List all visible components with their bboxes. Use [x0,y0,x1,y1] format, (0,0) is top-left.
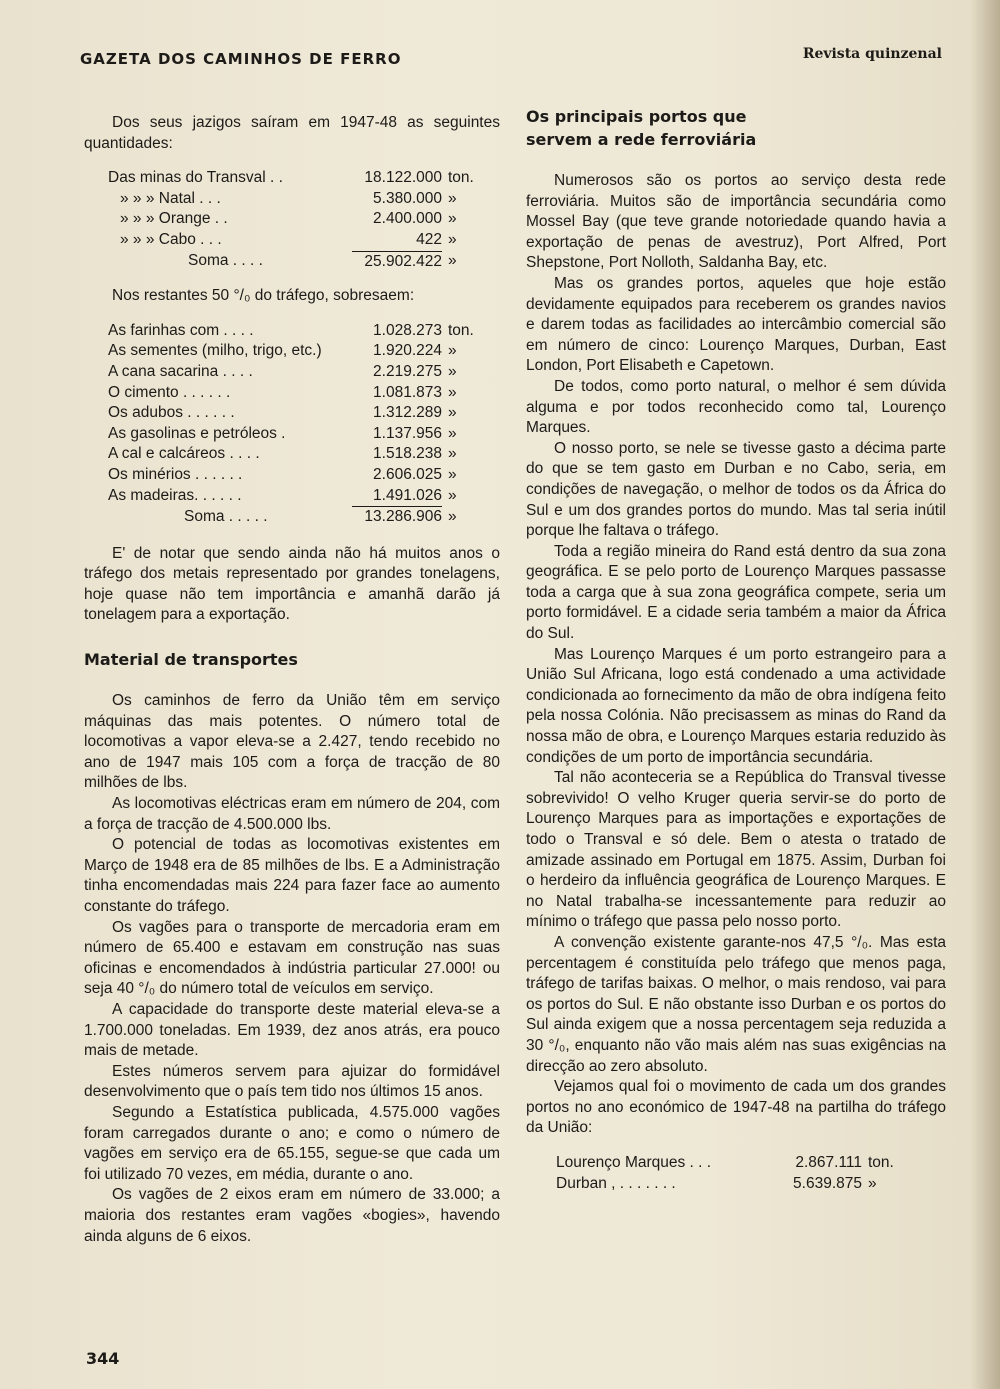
journal-subtitle: Revista quinzenal [802,46,942,62]
table-row: A cal e calcáreos . . . . 1.518.238 » [108,445,457,463]
table-row: As farinhas com . . . . 1.028.273 ton. [108,321,474,339]
section-title-ports-line2: servem a rede ferroviária [526,130,757,149]
traffic-intro: Nos restantes 50 °/₀ do tráfego, sobresaem: [112,287,415,305]
note-paragraph: E' de notar que sendo ainda não há muitos anos o tráfego dos metais representado por grandes tonelagens, hoje quase não tem importância e amanhã darão já tonelagem para a exportação. [84,544,500,624]
table-row: Das minas do Transval . . 18.122.000 ton. [108,169,474,187]
page-number: 344 [86,1349,120,1368]
paragraph: Numerosos são os portos ao serviço desta rede ferroviária. Muitos são de importância secundária como Mossel Bay (que teve grande notoriedade quando havia a exportação de penas de avestruz), Port Alfred, Port Shepstone, Port Nolloth, Saldanha Bay, etc. [526,172,946,272]
table-row: As madeiras. . . . . . 1.491.026 » [108,486,474,507]
paragraph: Mas Lourenço Marques é um porto estrangeiro para a União Sul Africana, logo está condenado a uma actividade condicionada ao fornecimento da mão de obra indígena feito pela nossa Colónia. Não precisassem as minas do Rand da nossa mão de obra, e Lourenço Marques estaria reduzido às condições de um porto de importância secundária. [526,645,946,766]
table-row: As sementes (milho, trigo, etc.) 1.920.224 » [108,342,457,360]
right-column [526,105,946,1194]
table-row: Lourenço Marques . . . 2.867.111 ton. [556,1153,894,1171]
paragraph: O nosso porto, se nele se tivesse gasto a décima parte do que se tem gasto em Durban e no Cabo, seria, em condições de navegação, o melhor de todos os da África do Sul e um dos grandes portos do mundo. Mas tal seria inútil porque lhe faltava o tráfego. [526,439,946,540]
paragraph: Os vagões de 2 eixos eram em número de 33.000; a maioria dos restantes eram vagões «bogies», havendo ainda alguns de 6 eixos. [84,1186,500,1245]
table-row: A cana sacarina . . . . 2.219.275 » [108,362,457,380]
paragraph: Os vagões para o transporte de mercadoria eram em número de 65.400 e estavam em construção nas suas oficinas e encomendados à indústria particular 27.000! ou seja 40 °/₀ do número total de veículos em serviço. [84,918,500,998]
table-row: Os minérios . . . . . . 2.606.025 » [108,465,457,483]
paragraph: Vejamos qual foi o movimento de cada um dos grandes portos no ano económico de 1947-48 na partilha do tráfego da União: [526,1078,946,1137]
paragraph: As locomotivas eléctricas eram em número de 204, com a força de tracção de 4.500.000 lbs. [84,795,500,833]
table-row: Os adubos . . . . . . 1.312.289 » [108,404,457,422]
paragraph: A capacidade do transporte deste material eleva-se a 1.700.000 toneladas. Em 1939, dez anos atrás, era pouco mais de metade. [84,1000,500,1060]
table-row: Soma . . . . . 13.286.906 » [184,507,457,526]
paragraph: Toda a região mineira do Rand está dentro da sua zona geográfica. E se pelo porto de Lourenço Marques passasse toda a carga que à sua zona geográfica compete, seria um porto formidável. E a cidade seria também a maior da África do Sul. [526,542,946,643]
table-row: » » » Cabo . . . 422 » [108,230,474,251]
paragraph: O potencial de todas as locomotivas existentes em Março de 1948 era de 85 milhões de lbs. E a Administração tinha encomendadas mais 224 para fazer face ao aumento constante do tráfego. [84,836,500,915]
mines-intro: Dos seus jazigos saíram em 1947-48 as seguintes quantidades: [84,114,500,152]
mines-table [108,168,474,272]
table-row: As gasolinas e petróleos . 1.137.956 » [108,424,457,442]
paragraph: Tal não aconteceria se a República do Transval tivesse sobrevivido! O velho Kruger queria servir-se do porto de Lourenço Marques para as importações e exportações de todo o Transval e só dele. Bem o atesta o tratado de amizade assinado em Portugal em 1875. Assim, Durban foi o herdeiro da influência geográfica de Lourenço Marques. E no Natal trabalha-se incessantemente para reduzir ao mínimo o tráfego que passa pelo nosso porto. [526,769,946,931]
section-title-material: Material de transportes [84,650,298,670]
ports-table [556,1153,894,1194]
journal-title: GAZETA DOS CAMINHOS DE FERRO [80,50,402,68]
paragraph: Mas os grandes portos, aqueles que hoje estão devidamente equipados para receberem os grandes navios e darem todas as facilidades ao intercâmbio comercial são em número de cinco: Lourenço Marques, Durban, East London, Port Elisabeth e Capetown. [526,274,946,375]
table-row: Durban , . . . . . . . 5.639.875 » [556,1174,877,1192]
table-row: Soma . . . . 25.902.422 » [188,252,457,270]
section-title-ports-line1: Os principais portos que [526,107,747,126]
table-row: O cimento . . . . . . 1.081.873 » [108,383,457,401]
table-row: » » » Orange . . 2.400.000 » [120,210,457,228]
paragraph: Os caminhos de ferro da União têm em serviço máquinas das mais potentes. O número total de locomotivas a vapor eleva-se a 2.427, tendo recebido no ano de 1947 mais 105 com a força de tracção de 80 milhões de lbs. [84,692,500,792]
paragraph: A convenção existente garante-nos 47,5 °/₀. Mas esta percentagem é constituída pelo tráfego que menos paga, tráfego de tarifas baixas. O melhor, o mais rendoso, vai para os portos do Sul. E não obstante isso Durban e os portos do Sul ainda exigem que a nossa percentagem seja reduzida a 30 °/₀, enquanto não vão mais além nas suas exigências na direcção ao zero absoluto. [526,933,946,1075]
paragraph: De todos, como porto natural, o melhor é sem dúvida alguma e por todos reconhecido como tal, Lourenço Marques. [526,377,946,437]
left-column [84,113,500,1247]
paragraph: Estes números servem para ajuizar do formidável desenvolvimento que o país tem tido nos últimos 15 anos. [84,1062,500,1101]
traffic-table [108,321,474,528]
paragraph: Segundo a Estatística publicada, 4.575.000 vagões foram carregados durante o ano; e como o número de vagões em serviço era de 65.155, segue-se que cada um foi utilizado 70 vezes, em média, durante o ano. [84,1103,500,1183]
table-row: » » » Natal . . . 5.380.000 » [120,189,457,207]
